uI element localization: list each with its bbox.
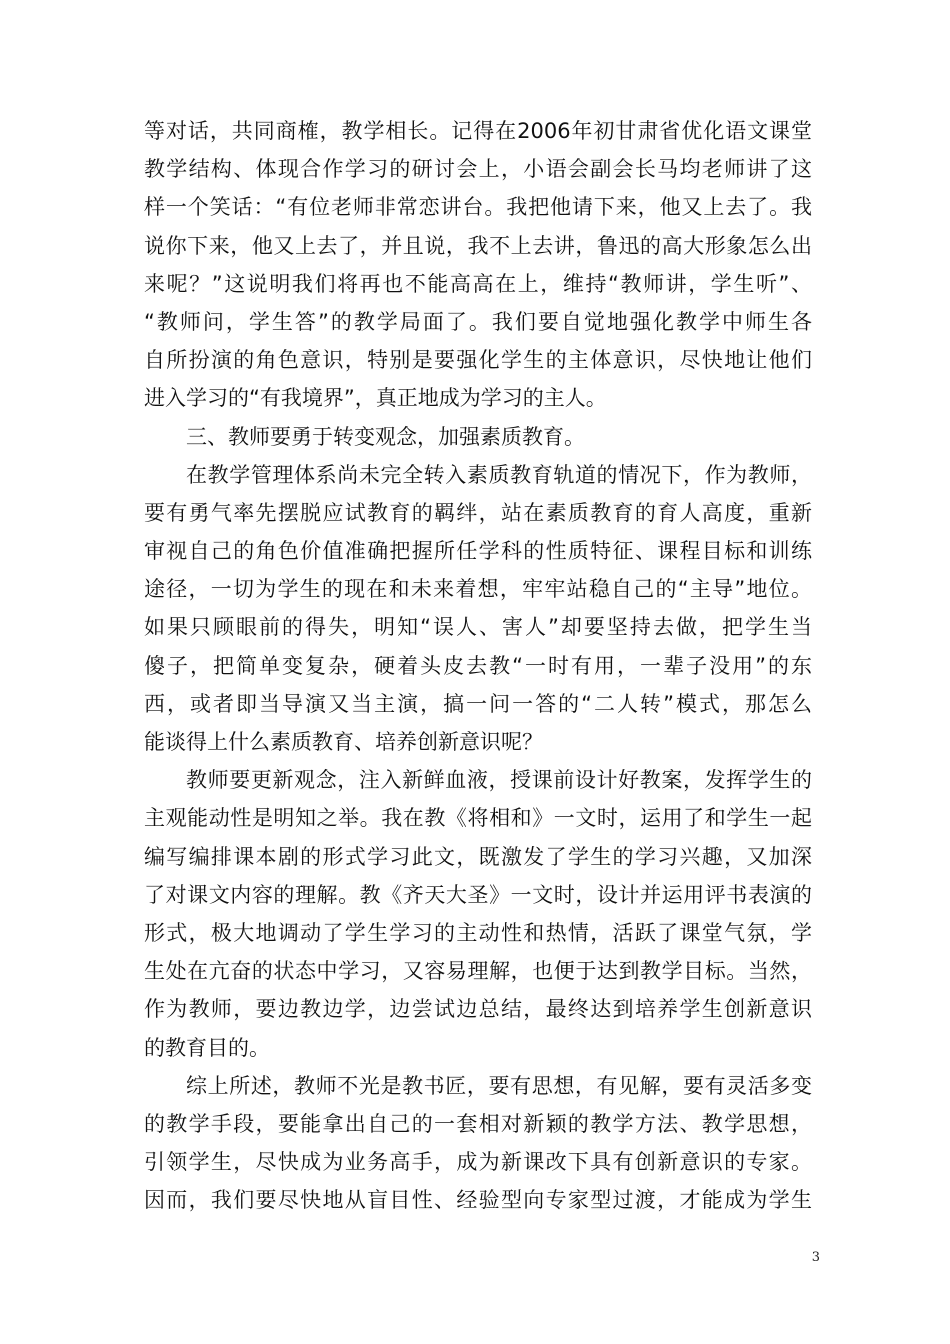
text-line: 样一个笑话：“有位老师非常恋讲台。我把他请下来，他又上去了。我 [144, 195, 812, 220]
text-line: 作为教师，要边教边学，边尝试边总结，最终达到培养学生创新意识 [144, 997, 812, 1022]
text-line: 综上所述，教师不光是教书匠，要有思想，有见解，要有灵活多变 [186, 1073, 812, 1098]
text-line: 西，或者即当导演又当主演，搞一问一答的“二人转”模式，那怎么 [144, 691, 812, 716]
text-line: 审视自己的角色价值准确把握所任学科的性质特征、课程目标和训练 [144, 539, 812, 564]
page-number: 3 [811, 1250, 820, 1265]
text-line: 教学结构、体现合作学习的研讨会上，小语会副会长马均老师讲了这 [144, 157, 812, 182]
text-line: 自所扮演的角色意识，特别是要强化学生的主体意识，尽快地让他们 [144, 348, 812, 373]
text-line: 编写编排课本剧的形式学习此文，既激发了学生的学习兴趣，又加深 [144, 844, 812, 869]
text-line: 了对课文内容的理解。教《齐天大圣》一文时，设计并运用评书表演的 [144, 882, 812, 907]
body-text [144, 112, 812, 1219]
text-line: 教师要更新观念，注入新鲜血液，授课前设计好教案，发挥学生的 [186, 768, 812, 793]
text-line: 来呢？”这说明我们将再也不能高高在上，维持“教师讲，学生听”、 [144, 271, 812, 296]
section-heading: 三、教师要勇于转变观念，加强素质教育。 [186, 424, 585, 449]
text-line: 的教育目的。 [144, 1035, 270, 1060]
text-line: 能谈得上什么素质教育、培养创新意识呢？ [144, 730, 543, 754]
text-line: 的教学手段，要能拿出自己的一套相对新颖的教学方法、教学思想， [144, 1111, 812, 1136]
text-line: 引领学生，尽快成为业务高手，成为新课改下具有创新意识的专家。 [144, 1150, 812, 1175]
text-line: 傻子，把简单变复杂，硬着头皮去教“一时有用，一辈子没用”的东 [144, 653, 812, 678]
text-line: 生处在亢奋的状态中学习，又容易理解，也便于达到教学目标。当然， [144, 959, 812, 984]
text-line: 在教学管理体系尚未完全转入素质教育轨道的情况下，作为教师， [186, 462, 812, 487]
text-line: 形式，极大地调动了学生学习的主动性和热情，活跃了课堂气氛，学 [144, 920, 812, 945]
text-line: 如果只顾眼前的得失，明知“误人、害人”却要坚持去做，把学生当 [144, 615, 812, 640]
text-line: 主观能动性是明知之举。我在教《将相和》一文时，运用了和学生一起 [144, 806, 812, 831]
text-line: 等对话，共同商榷，教学相长。记得在2006年初甘肃省优化语文课堂 [144, 119, 812, 143]
text-line: 要有勇气率先摆脱应试教育的羁绊，站在素质教育的育人高度，重新 [144, 500, 812, 525]
text-line: 因而，我们要尽快地从盲目性、经验型向专家型过渡，才能成为学生 [144, 1188, 812, 1213]
text-line: 进入学习的“有我境界”，真正地成为学习的主人。 [144, 386, 607, 411]
text-line: 说你下来，他又上去了，并且说，我不上去讲，鲁迅的高大形象怎么出 [144, 233, 812, 258]
text-line: “教师问，学生答”的教学局面了。我们要自觉地强化教学中师生各 [144, 309, 812, 334]
text-line: 途径，一切为学生的现在和未来着想，牢牢站稳自己的“主导”地位。 [144, 577, 812, 602]
